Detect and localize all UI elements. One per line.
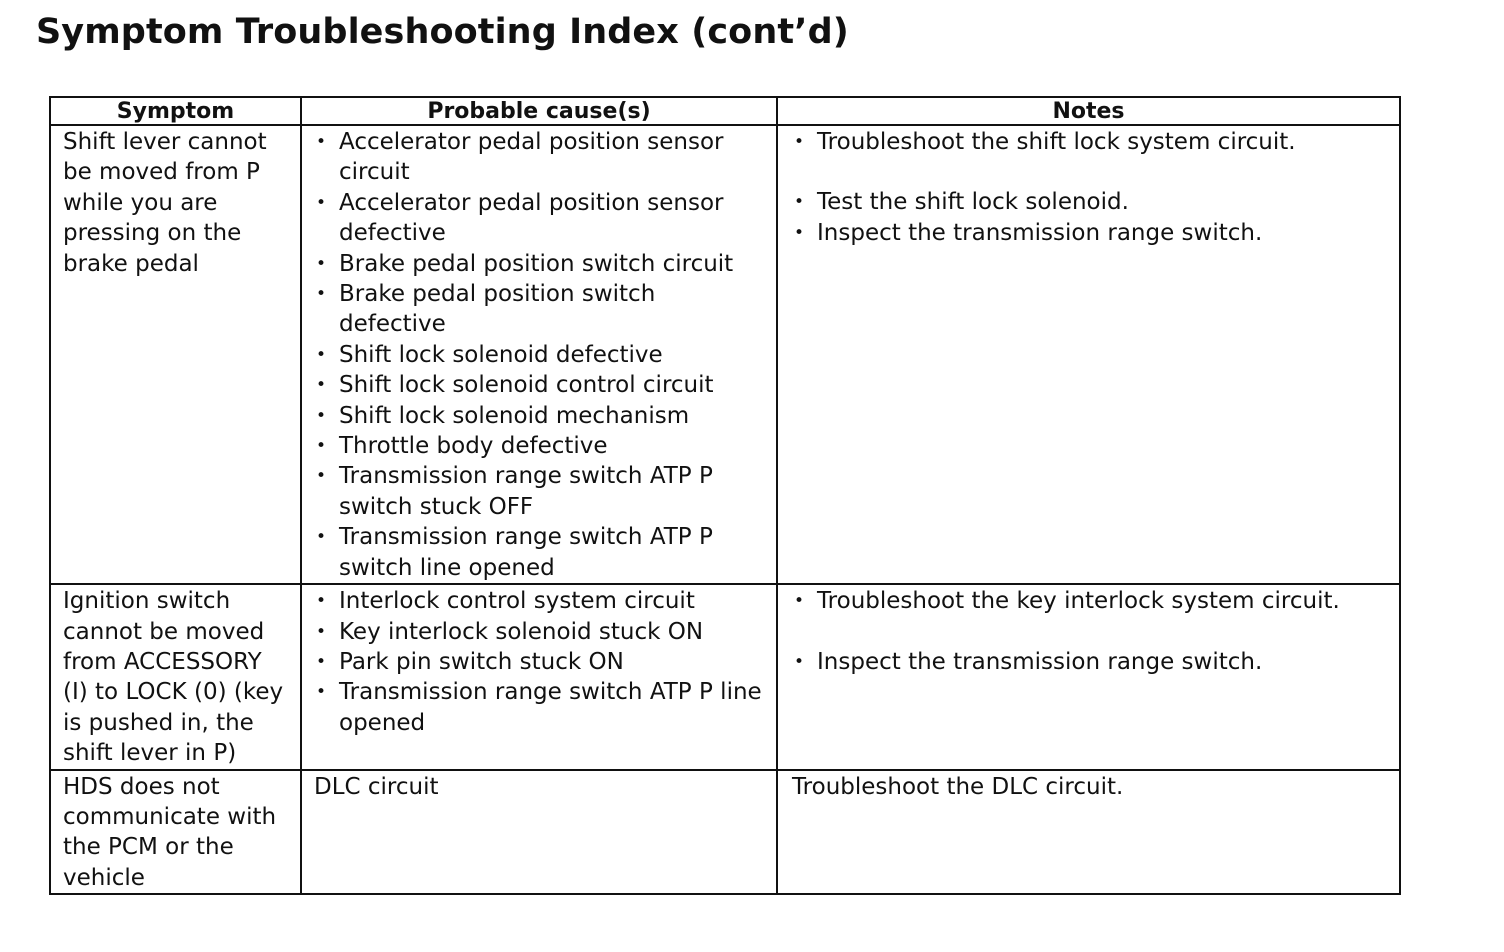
list-item: • Brake pedal position switch circuit: [314, 249, 768, 279]
causes-cell: [301, 125, 777, 584]
list-item: • Transmission range switch ATP P switch stuck OFF: [314, 461, 768, 522]
notes-list: [792, 127, 1391, 248]
notes-list: [792, 586, 1391, 677]
list-item: • Inspect the transmission range switch.: [792, 218, 1391, 248]
list-item: • Shift lock solenoid mechanism: [314, 401, 768, 431]
list-item: • Accelerator pedal position sensor defective: [314, 188, 768, 249]
list-item: • Brake pedal position switch defective: [314, 279, 768, 340]
header-probable-causes: Probable cause(s): [301, 97, 777, 125]
list-item: • Shift lock solenoid control circuit: [314, 370, 768, 400]
list-item: • Shift lock solenoid defective: [314, 340, 768, 370]
notes-cell: [777, 584, 1400, 769]
table-row: [50, 125, 1400, 584]
list-item: • Test the shift lock solenoid.: [792, 187, 1391, 217]
notes-cell: [777, 125, 1400, 584]
list-item: • Troubleshoot the key interlock system circuit.: [792, 586, 1391, 616]
header-symptom: Symptom: [50, 97, 301, 125]
symptom-cell: [50, 770, 301, 895]
note-text: Troubleshoot the DLC circuit.: [792, 773, 1124, 800]
table-header-row: [50, 97, 1400, 125]
table-row: [50, 770, 1400, 895]
symptom-text: HDS does not communicate with the PCM or the vehicle: [63, 773, 277, 891]
list-item: • Transmission range switch ATP P switch line opened: [314, 522, 768, 583]
cause-text: DLC circuit: [314, 773, 439, 800]
symptom-cell: [50, 584, 301, 769]
list-item: • Interlock control system circuit: [314, 586, 768, 616]
symptom-cell: [50, 125, 301, 584]
list-item: • Throttle body defective: [314, 431, 768, 461]
list-item: • Transmission range switch ATP P line opened: [314, 677, 768, 738]
symptom-text: Shift lever cannot be moved from P while you are pressing on the brake pedal: [63, 129, 267, 277]
list-item: • Troubleshoot the shift lock system circuit.: [792, 127, 1391, 157]
page-title: Symptom Troubleshooting Index (cont’d): [36, 12, 849, 52]
causes-cell: [301, 584, 777, 769]
header-notes: Notes: [777, 97, 1400, 125]
symptom-troubleshooting-table: [49, 96, 1401, 895]
list-item: • Accelerator pedal position sensor circuit: [314, 127, 768, 188]
notes-cell: [777, 770, 1400, 895]
causes-list: [314, 127, 768, 583]
causes-list: [314, 586, 768, 738]
list-item: • Key interlock solenoid stuck ON: [314, 617, 768, 647]
causes-cell: [301, 770, 777, 895]
symptom-text: Ignition switch cannot be moved from ACCESSORY (I) to LOCK (0) (key is pushed in, the shift lever in P): [63, 588, 284, 767]
list-item: • Inspect the transmission range switch.: [792, 647, 1391, 677]
list-item: • Park pin switch stuck ON: [314, 647, 768, 677]
table-row: [50, 584, 1400, 769]
